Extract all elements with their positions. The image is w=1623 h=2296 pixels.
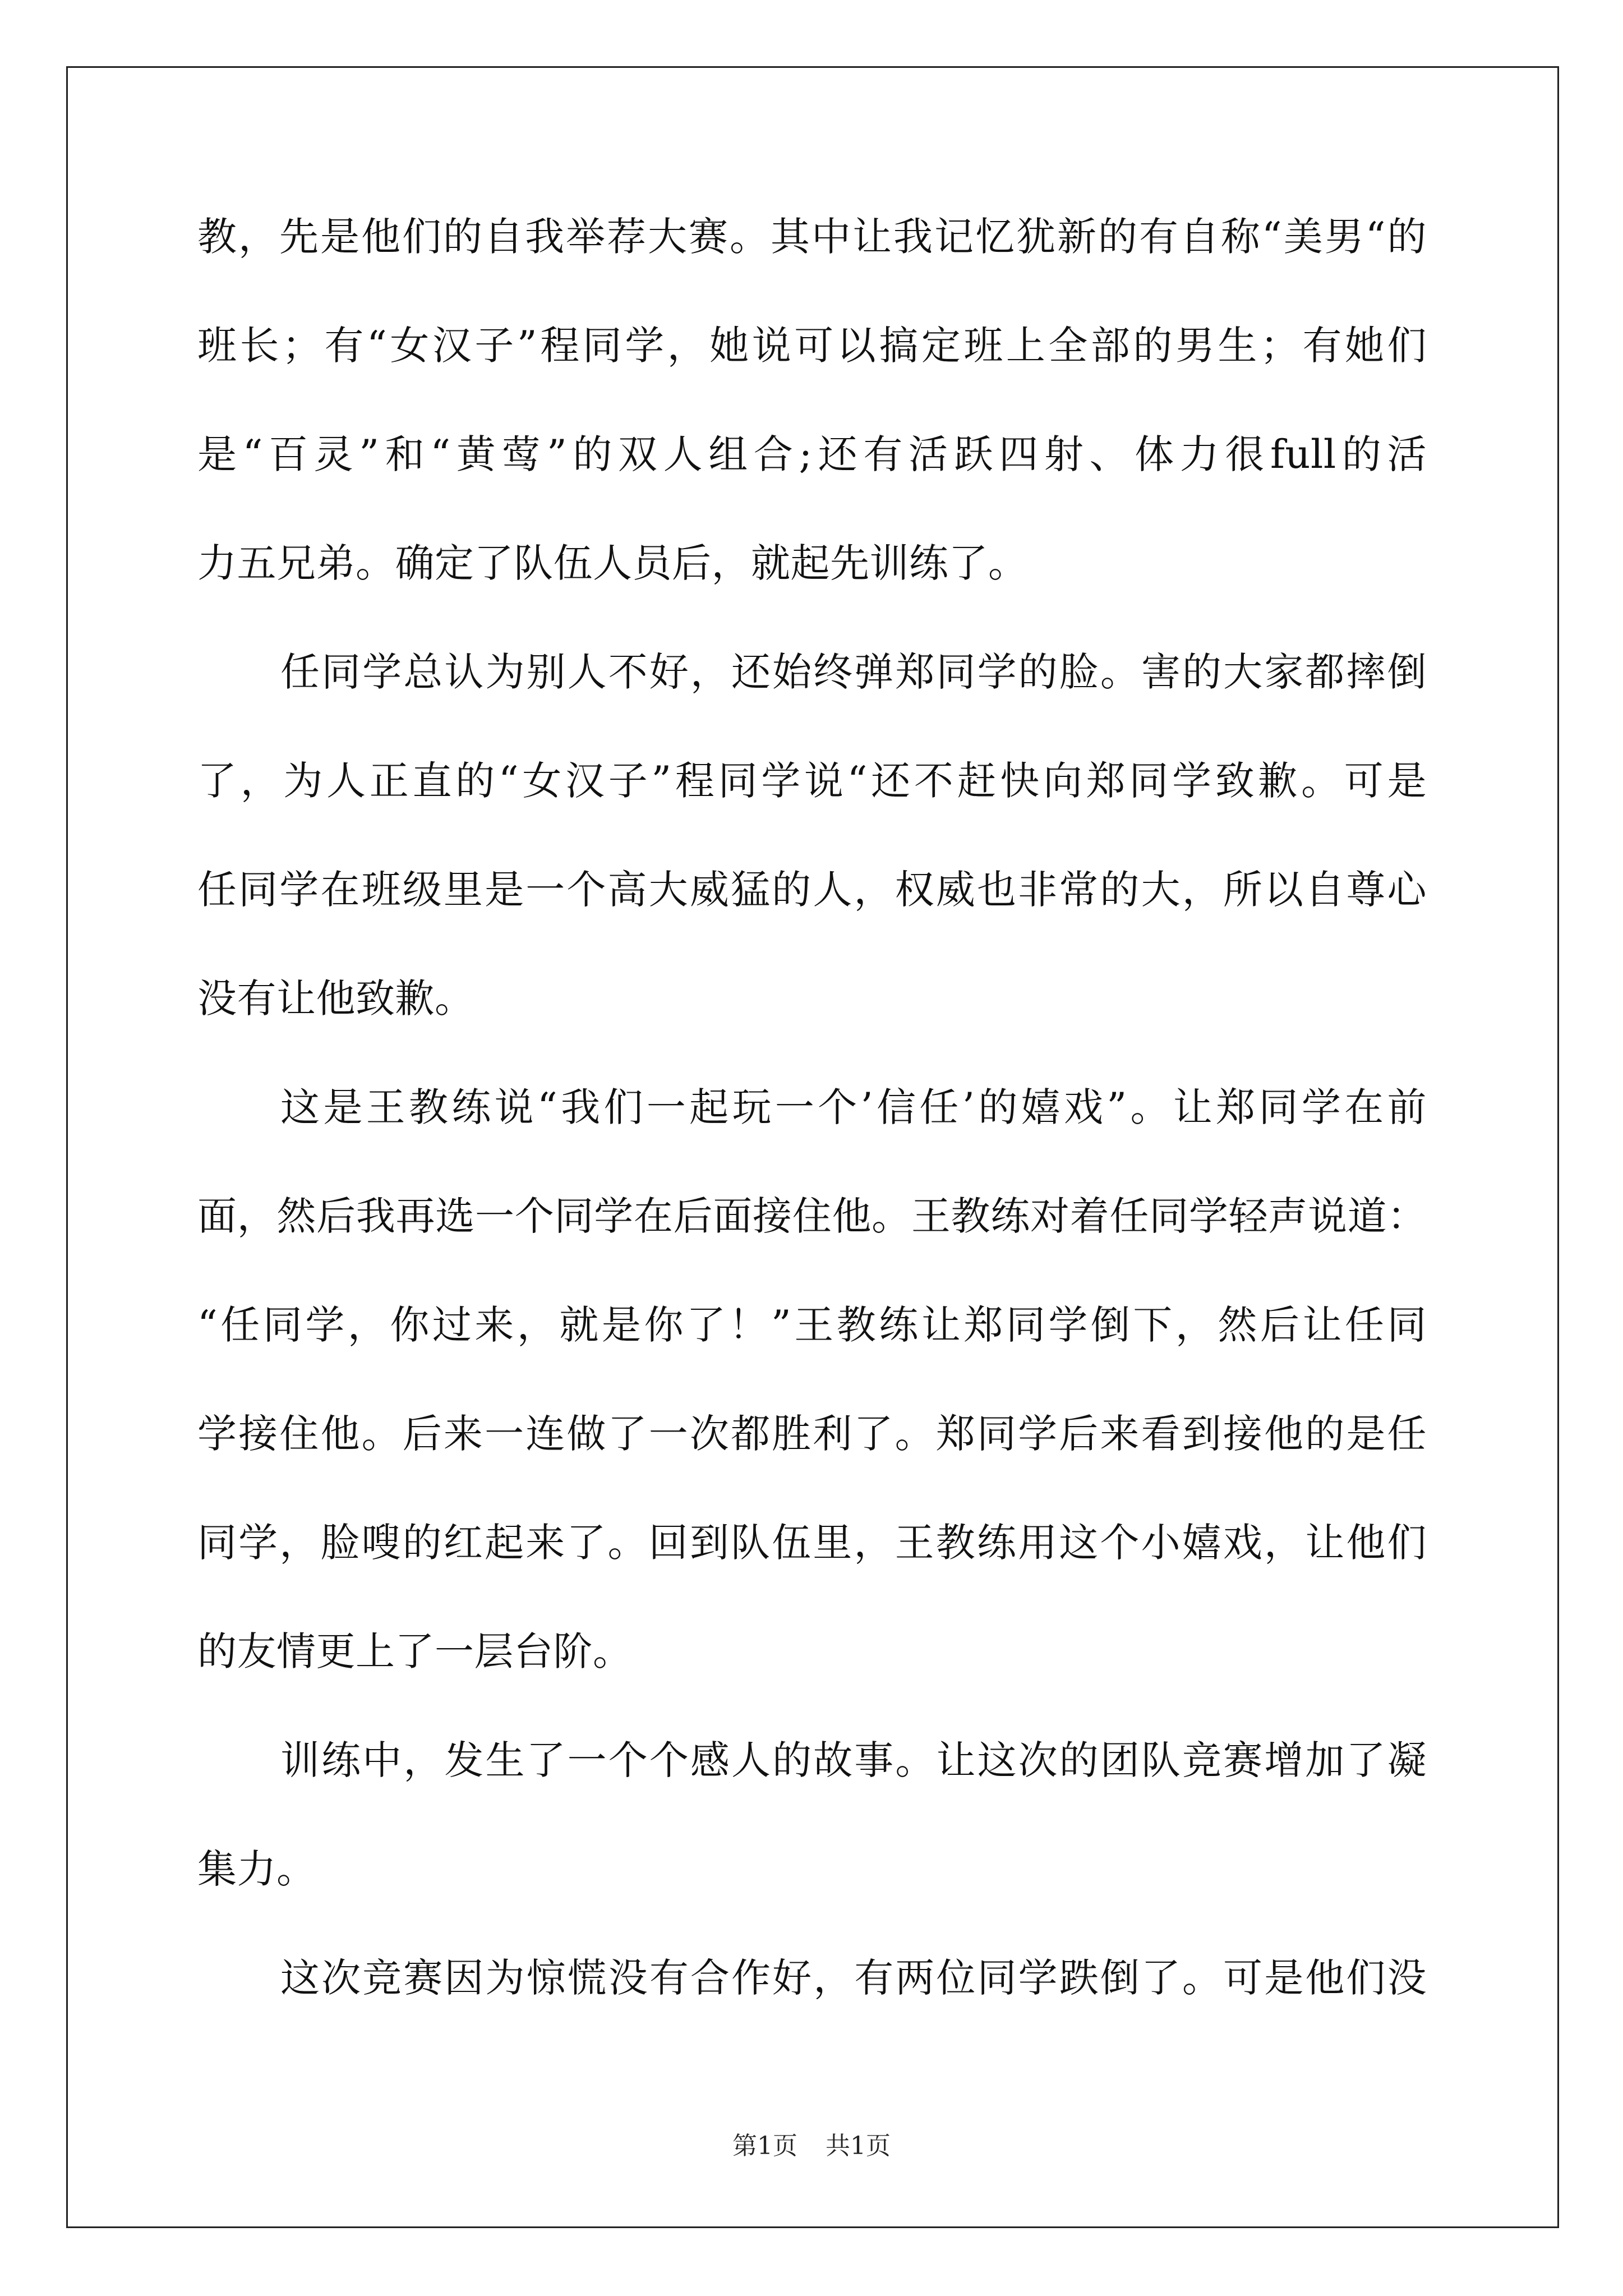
paragraph-first-line: 这是王教练说“我们一起玩一个’信任’的嬉戏”。让郑同学在前: [280, 1084, 1427, 1130]
text-line: “任同学，你过来，就是你了！”王教练让郑同学倒下，然后让任同: [197, 1302, 1427, 1348]
paragraph-first-line: 任同学总认为别人不好，还始终弹郑同学的脸。害的大家都摔倒: [280, 649, 1427, 695]
text-line: 任同学在班级里是一个高大威猛的人，权威也非常的大，所以自尊心: [197, 867, 1427, 913]
page-border: [66, 66, 1559, 2228]
text-line: 集力。: [197, 1846, 316, 1892]
text-line: 的友情更上了一层台阶。: [197, 1628, 633, 1674]
page-total: 共1页: [826, 2132, 891, 2160]
text-line: 是“百灵”和“黄莺”的双人组合;还有活跃四射、体力很full的活: [197, 431, 1427, 477]
paragraph-first-line: 这次竞赛因为惊慌没有合作好，有两位同学跌倒了。可是他们没: [280, 1955, 1427, 2001]
text-line: 班长；有“女汉子”程同学，她说可以搞定班上全部的男生；有她们: [197, 323, 1427, 369]
text-line: 教，先是他们的自我举荐大赛。其中让我记忆犹新的有自称“美男“的: [197, 214, 1427, 260]
text-line: 了，为人正直的“女汉子”程同学说“还不赶快向郑同学致歉。可是: [197, 758, 1427, 804]
page-number: 第1页: [732, 2132, 797, 2160]
text-line: 没有让他致歉。: [197, 976, 474, 1022]
text-line: 面，然后我再选一个同学在后面接住他。王教练对着任同学轻声说道：: [197, 1193, 1427, 1239]
page-footer: [0, 2129, 1623, 2163]
paragraph-first-line: 训练中，发生了一个个感人的故事。让这次的团队竞赛增加了凝: [280, 1737, 1427, 1783]
text-line: 学接住他。后来一连做了一次都胜利了。郑同学后来看到接他的是任: [197, 1411, 1427, 1457]
text-line: 同学，脸嗖的红起来了。回到队伍里，王教练用这个小嬉戏，让他们: [197, 1520, 1427, 1566]
text-line: 力五兄弟。确定了队伍人员后，就起先训练了。: [197, 540, 1028, 586]
